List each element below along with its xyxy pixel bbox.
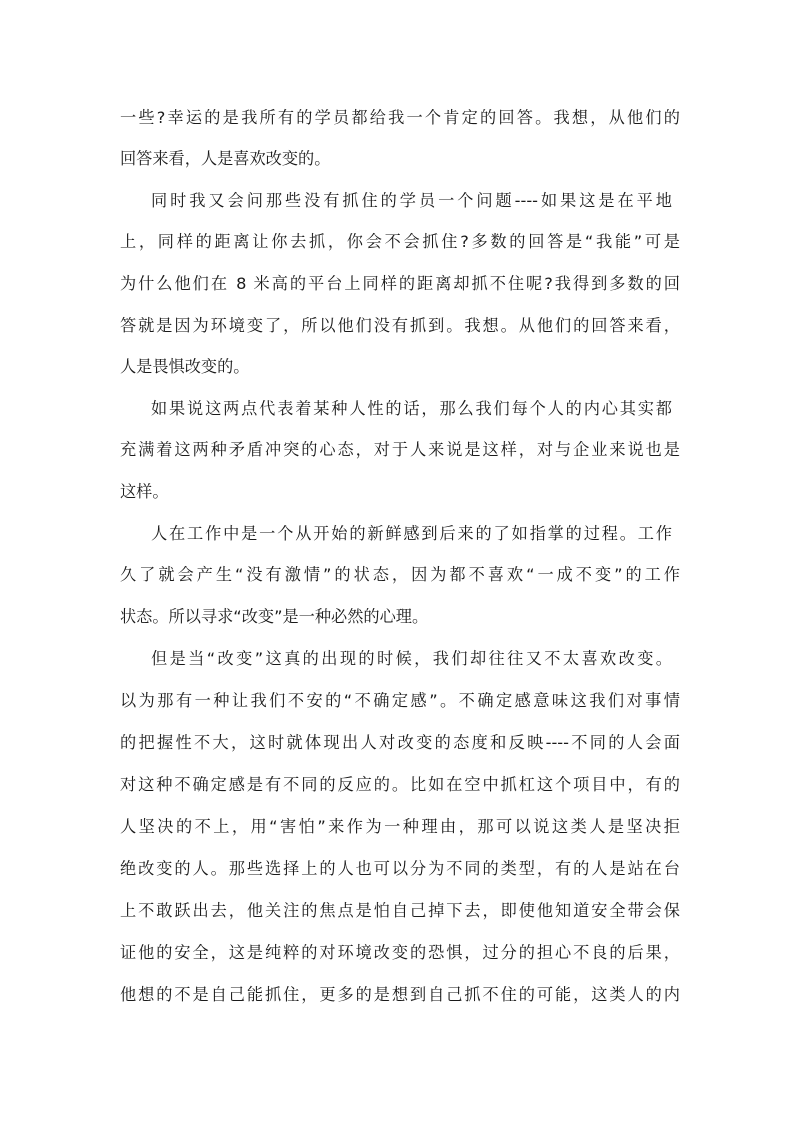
paragraph-first-line: 同时我又会问那些没有抓住的学员一个问题----如果这是在平地 <box>151 191 672 210</box>
text-line: 答就是因为环境变了，所以他们没有抓到。我想。从他们的回答来看， <box>120 316 680 335</box>
text-line: 绝改变的人。那些选择上的人也可以分为不同的类型，有的人是站在台 <box>120 859 680 878</box>
text-line: 他想的不是自己能抓住，更多的是想到自己抓不住的可能，这类人的内 <box>120 985 680 1004</box>
text-line: 久了就会产生“没有激情”的状态，因为都不喜欢“一成不变”的工作 <box>120 565 680 584</box>
text-line: 上不敢跃出去，他关注的焦点是怕自己掉下去，即使他知道安全带会保 <box>120 901 680 920</box>
text-line: 回答来看，人是喜欢改变的。 <box>120 149 331 168</box>
text-line: 充满着这两种矛盾冲突的心态，对于人来说是这样，对与企业来说也是 <box>120 440 680 459</box>
text-line: 一些?幸运的是我所有的学员都给我一个肯定的回答。我想，从他们的 <box>120 108 680 127</box>
text-line: 以为那有一种让我们不安的“不确定感”。不确定感意味这我们对事情 <box>120 691 680 710</box>
paragraph-first-line: 但是当“改变”这真的出现的时候，我们却往往又不太喜欢改变。 <box>151 649 672 668</box>
paragraph-first-line: 如果说这两点代表着某种人性的话，那么我们每个人的内心其实都 <box>151 399 672 418</box>
text-line: 这样。 <box>120 482 169 501</box>
text-line: 状态。所以寻求“改变”是一种必然的心理。 <box>120 607 429 626</box>
text-line: 的把握性不大，这时就体现出人对改变的态度和反映----不同的人会面 <box>120 733 680 752</box>
text-line: 对这种不确定感是有不同的反应的。比如在空中抓杠这个项目中，有的 <box>120 775 680 794</box>
text-line: 人是畏惧改变的。 <box>120 357 250 376</box>
paragraph-first-line: 人在工作中是一个从开始的新鲜感到后来的了如指掌的过程。工作 <box>151 524 672 543</box>
text-line: 人坚决的不上，用“害怕”来作为一种理由，那可以说这类人是坚决拒 <box>120 817 680 836</box>
text-line: 上，同样的距离让你去抓，你会不会抓住?多数的回答是“我能”可是 <box>120 232 680 251</box>
text-line: 为什么他们在 8 米高的平台上同样的距离却抓不住呢?我得到多数的回 <box>120 274 680 293</box>
text-line: 证他的安全，这是纯粹的对环境改变的恐惧，过分的担心不良的后果， <box>120 943 680 962</box>
